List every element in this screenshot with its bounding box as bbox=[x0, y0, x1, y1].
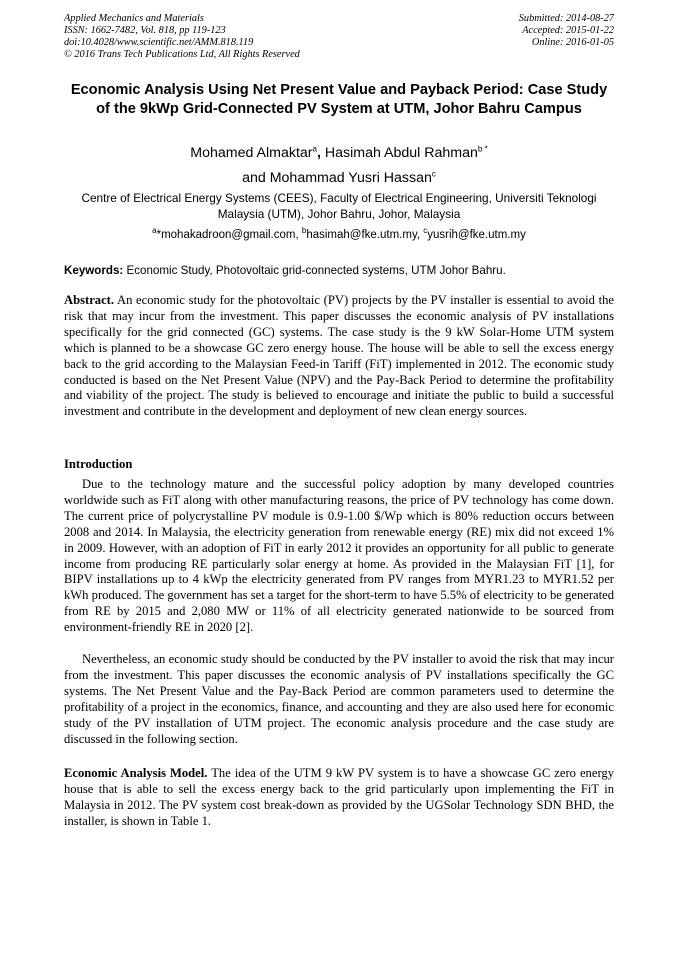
copyright-line: © 2016 Trans Tech Publications Ltd, All Rights Reserved bbox=[64, 49, 300, 60]
introduction-paragraph-2: Nevertheless, an economic study should be conducted by the PV installer to avoid the risk that may incur from the investment. This paper discusses the economic analysis of PV installations specifically the GC systems. The Net Present Value and the Pay-Back Period are common parameters used to determine the profitability of a project in the economics, finance, and accounting and they are also used here for economic study of the PV installation of UTM project. The economic analysis procedure and the case study are discussed in the following section. bbox=[64, 652, 614, 746]
abstract-text: An economic study for the photovoltaic (PV) projects by the PV installer is essential to avoid the risk that may incur from the investment. This paper discusses the economic analysis of PV installations specifically for the grid connected (GC) systems. The case study is the 9 kW Solar-Home UTM system which is planned to be a showcase GC zero energy house. The house will be able to sell the excess energy back to the grid according to the Malaysian Feed-in Tariff (FiT) implemented in 2012. The economic study conducted is based on the Net Present Value (NPV) and the Pay-Back Period to determine the profitability and viability of the project. The study is believed to encourage and initiate the public to build a successful investment and contribute in the development and deployment of new clean energy sources. bbox=[64, 293, 614, 419]
author-name: Mohamed Almaktar bbox=[190, 145, 313, 161]
keywords-text: Economic Study, Photovoltaic grid-connected systems, UTM Johor Bahru. bbox=[126, 264, 506, 277]
issn-line: ISSN: 1662-7482, Vol. 818, pp 119-123 bbox=[64, 25, 226, 36]
author-affil-mark: c bbox=[431, 169, 436, 179]
economic-model-text: The idea of the UTM 9 kW PV system is to have a showcase GC zero energy house that is able to sell the excess energy back to the grid particularly upon implementing the FiT in Malaysia in 2012. The PV system cost break-down as provided by the UGSolar Technology SDN BHD, the installer, is shown in Table 1. bbox=[64, 766, 615, 828]
author-list bbox=[64, 141, 614, 191]
author-affil-mark: a bbox=[312, 144, 317, 154]
economic-model-paragraph bbox=[64, 766, 614, 830]
journal-header bbox=[64, 13, 300, 61]
dates-header bbox=[519, 13, 614, 49]
email-link[interactable]: yusrih@fke.utm.my bbox=[427, 229, 526, 241]
journal-name: Applied Mechanics and Materials bbox=[64, 13, 204, 24]
author-name: Hasimah Abdul Rahman bbox=[324, 145, 478, 161]
email-link[interactable]: *mohakadroon@gmail.com, bbox=[156, 229, 299, 241]
email-mark: a bbox=[152, 226, 157, 236]
online-date: Online: 2016-01-05 bbox=[531, 37, 614, 48]
affiliation: Centre of Electrical Energy Systems (CEES), Faculty of Electrical Engineering, Universiti Teknologi Malaysia (UTM), Johor Bahru, Johor, Malaysia bbox=[81, 191, 597, 221]
abstract-label: Abstract. bbox=[64, 293, 115, 307]
introduction-paragraph-1: Due to the technology mature and the successful policy adoption by many developed countries worldwide such as FiT along with other manufacturing reasons, the price of PV technology has come down. The current price of polycrystalline PV module is 0.9-1.00 $/Wp which is 80% reduction occurs between 2008 and 2014. In Malaysia, the electricity generation from renewable energy (RE) mix did not exceed 1% in 2009. However, with an adoption of FiT in early 2012 it provides an opportunity for all public to generate income from producing RE particularly solar energy at home. As provided in the Malaysian FiT [1], for BIPV installations up to 4 kWp the electricity generated from PV ranges from MYR1.23 to MYR1.52 per kWh produced. The government has set a target for the short-term to have 5.5% of electricity to be generated from RE by 2015 and 2,080 MW or 11% of all electricity generated nationwide to be sourced from environment-friendly RE in 2020 [2]. bbox=[64, 477, 614, 635]
keywords-label: Keywords: bbox=[64, 264, 124, 277]
author-conjunction: and bbox=[242, 170, 266, 186]
accepted-date: Accepted: 2015-01-22 bbox=[522, 25, 614, 36]
email-link[interactable]: hasimah@fke.utm.my, bbox=[306, 229, 421, 241]
section-heading-introduction: Introduction bbox=[64, 457, 133, 471]
doi-line: doi:10.4028/www.scientific.net/AMM.818.119 bbox=[64, 37, 254, 48]
author-emails bbox=[64, 228, 614, 243]
email-mark: c bbox=[423, 226, 428, 236]
economic-model-label: Economic Analysis Model. bbox=[64, 766, 208, 780]
keywords bbox=[64, 263, 614, 278]
author-name: Mohammad Yusri Hassan bbox=[269, 170, 432, 186]
author-separator: , bbox=[316, 145, 321, 161]
author-affil-mark: b * bbox=[477, 144, 488, 154]
paper-title: Economic Analysis Using Net Present Value and Payback Period: Case Study of the 9kWp Grid-Connected PV System at UTM, Johor Bahru Campus bbox=[70, 82, 608, 117]
email-mark: b bbox=[301, 226, 307, 236]
abstract bbox=[64, 293, 614, 420]
submitted-date: Submitted: 2014-08-27 bbox=[518, 13, 614, 24]
